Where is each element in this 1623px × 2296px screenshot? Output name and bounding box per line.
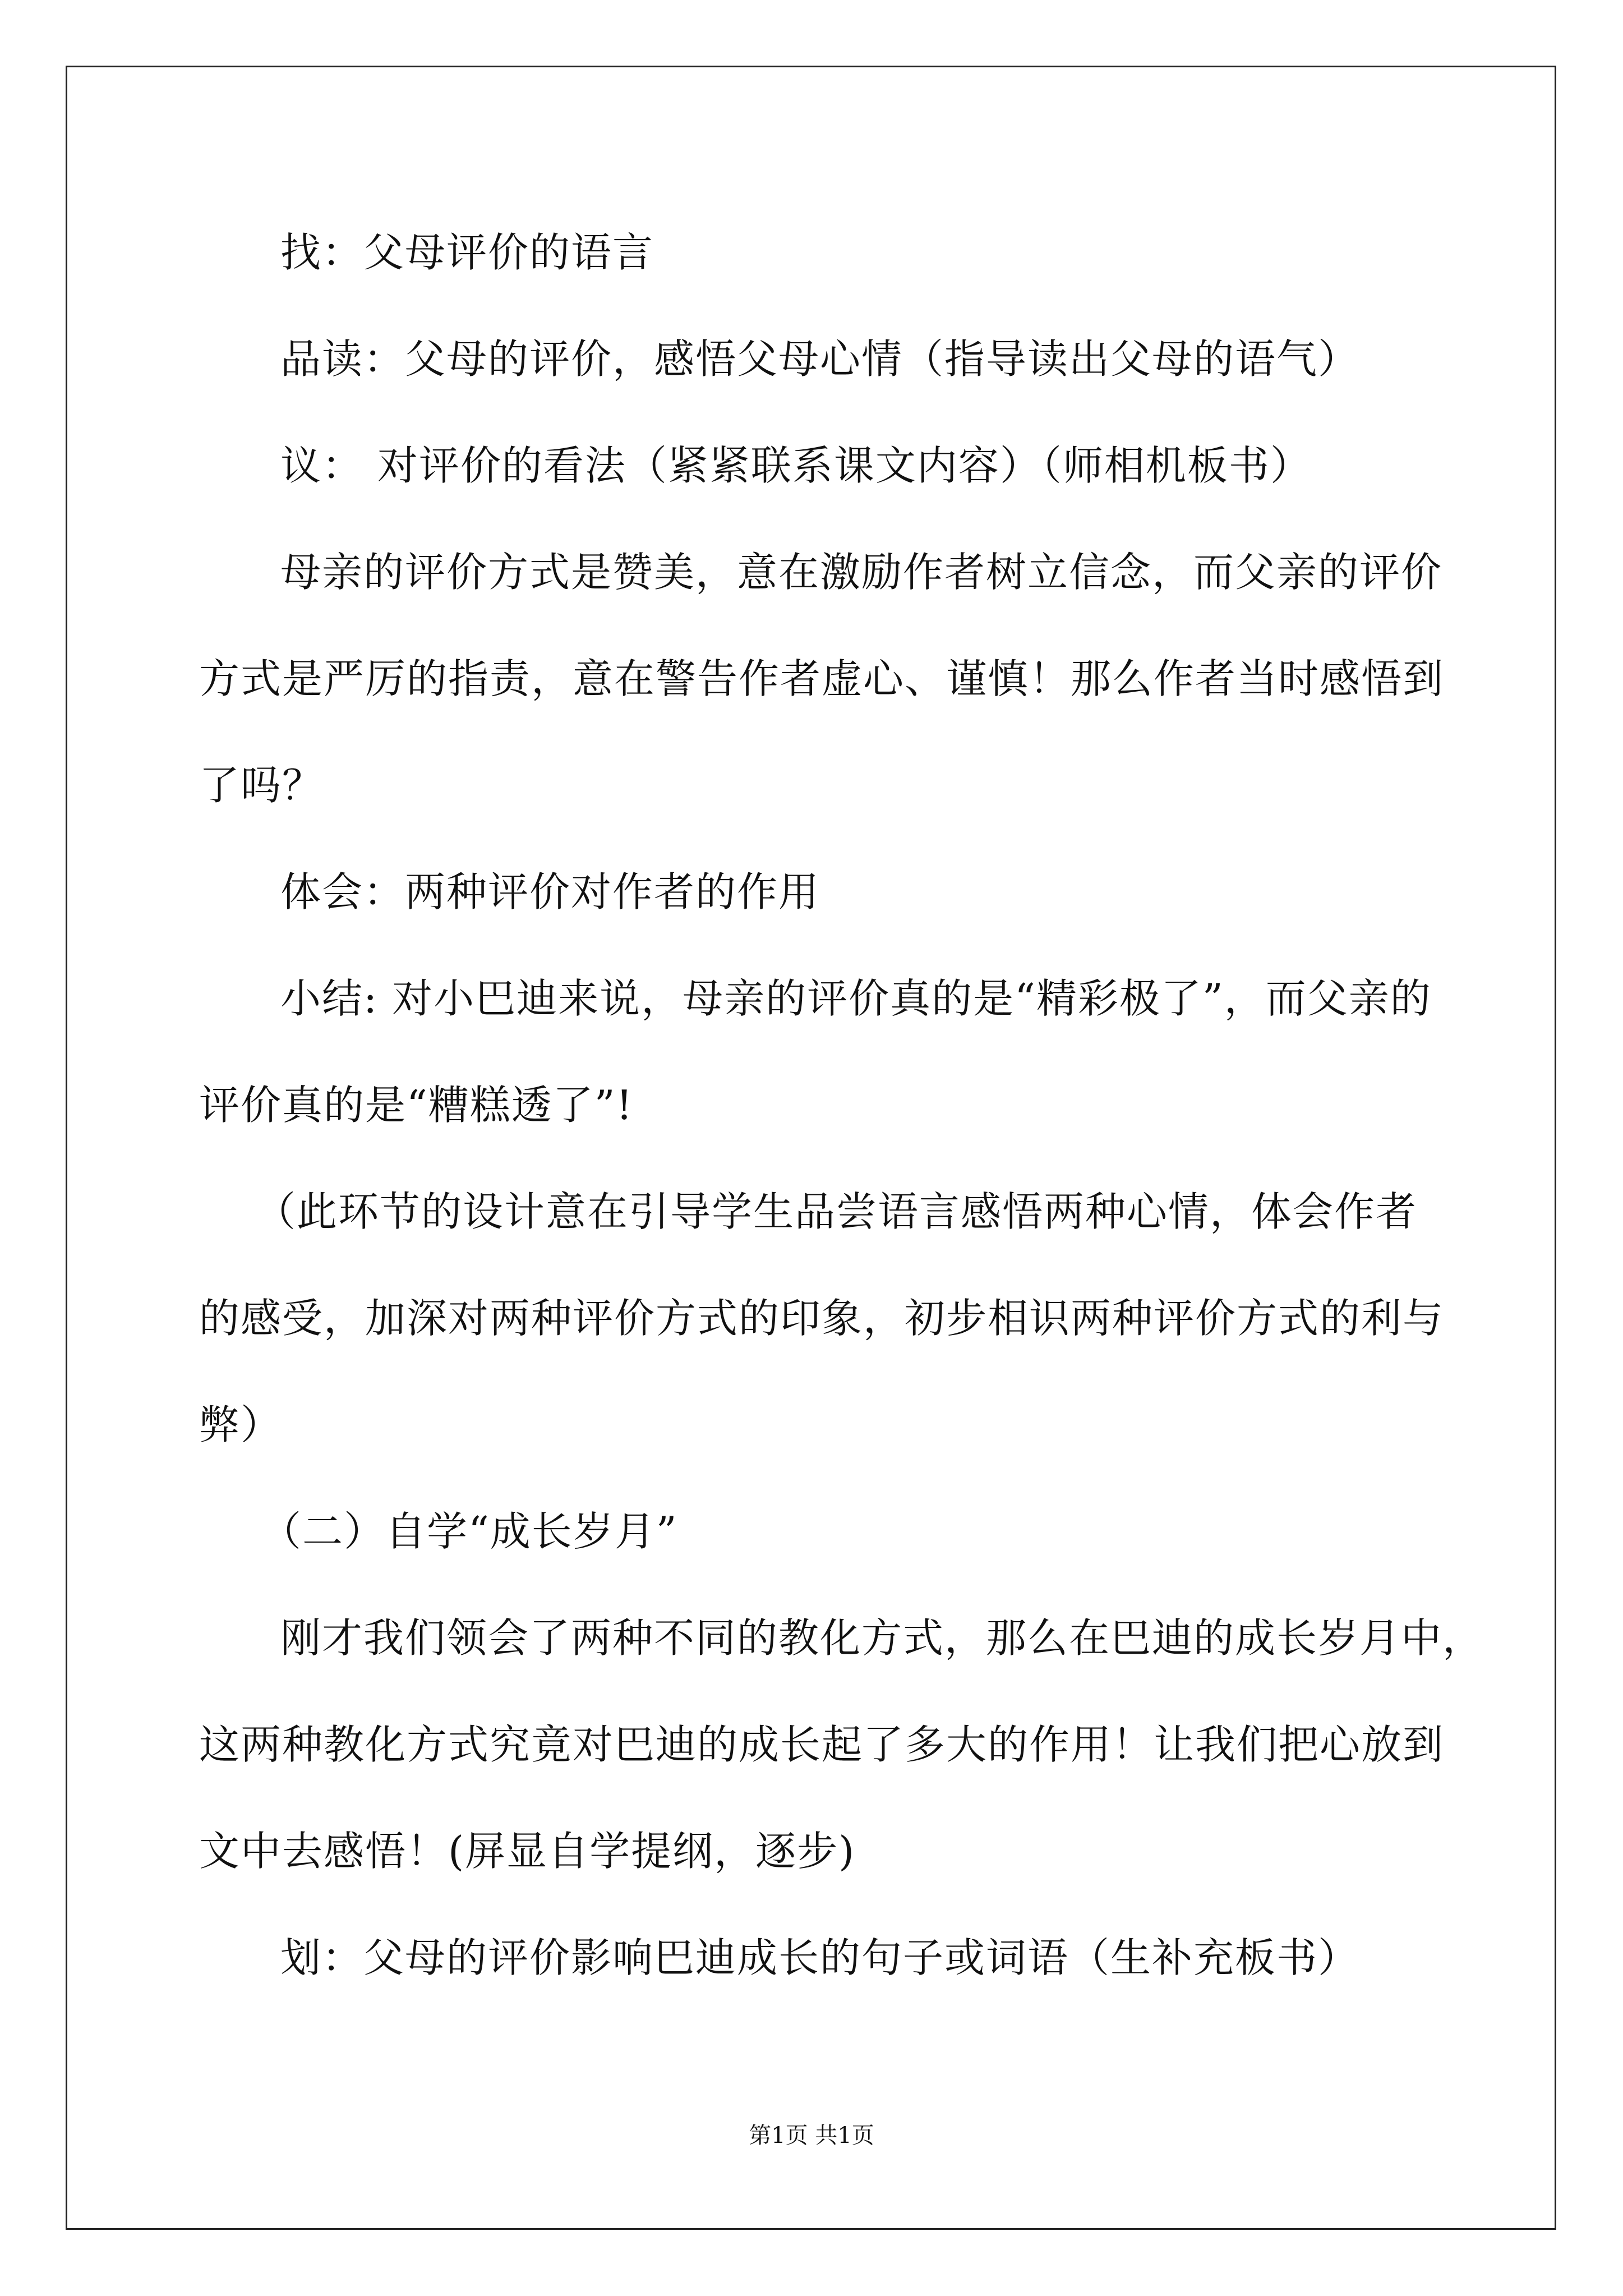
text-line-note-a: （此环节的设计意在引导学生品尝语言感悟两种心情，体会作者 <box>255 1188 1418 1235</box>
text-line-summary-a: 小结: 对小巴迪来说，母亲的评价真的是“精彩极了”，而父亲的 <box>280 975 1432 1022</box>
text-line-discuss: 议： 对评价的看法（紧紧联系课文内容）（师相机板书） <box>280 442 1312 489</box>
text-line-read: 品读：父母的评价，感悟父母心情（指导读出父母的语气） <box>280 335 1360 383</box>
section-heading: （二）自学“成长岁月” <box>261 1508 678 1555</box>
text-line-paragraph-2b: 这两种教化方式究竟对巴迪的成长起了多大的作用！让我们把心放到 <box>199 1721 1445 1768</box>
text-line-paragraph-1c: 了吗？ <box>199 762 324 809</box>
text-line-paragraph-2c: 文中去感悟！(屏显自学提纲，逐步) <box>199 1828 856 1875</box>
page-border <box>66 66 1556 2230</box>
text-line-note-c: 弊） <box>199 1401 283 1448</box>
text-line-paragraph-1b: 方式是严厉的指责，意在警告作者虚心、谨慎！那么作者当时感悟到 <box>199 655 1445 702</box>
text-line-experience: 体会：两种评价对作者的作用 <box>280 868 820 915</box>
text-line-note-b: 的感受，加深对两种评价方式的印象，初步相识两种评价方式的利与 <box>199 1295 1445 1342</box>
text-line-paragraph-1a: 母亲的评价方式是赞美，意在激励作者树立信念，而父亲的评价 <box>280 549 1443 596</box>
text-line-find: 找：父母评价的语言 <box>280 229 654 276</box>
text-line-paragraph-2a: 刚才我们领会了两种不同的教化方式，那么在巴迪的成长岁月中， <box>280 1614 1484 1662</box>
page-number: 第1页 共1页 <box>749 2123 874 2148</box>
text-line-summary-b: 评价真的是“糟糕透了”! <box>199 1082 634 1129</box>
text-line-mark: 划：父母的评价影响巴迪成长的句子或词语（生补充板书） <box>280 1934 1360 1981</box>
